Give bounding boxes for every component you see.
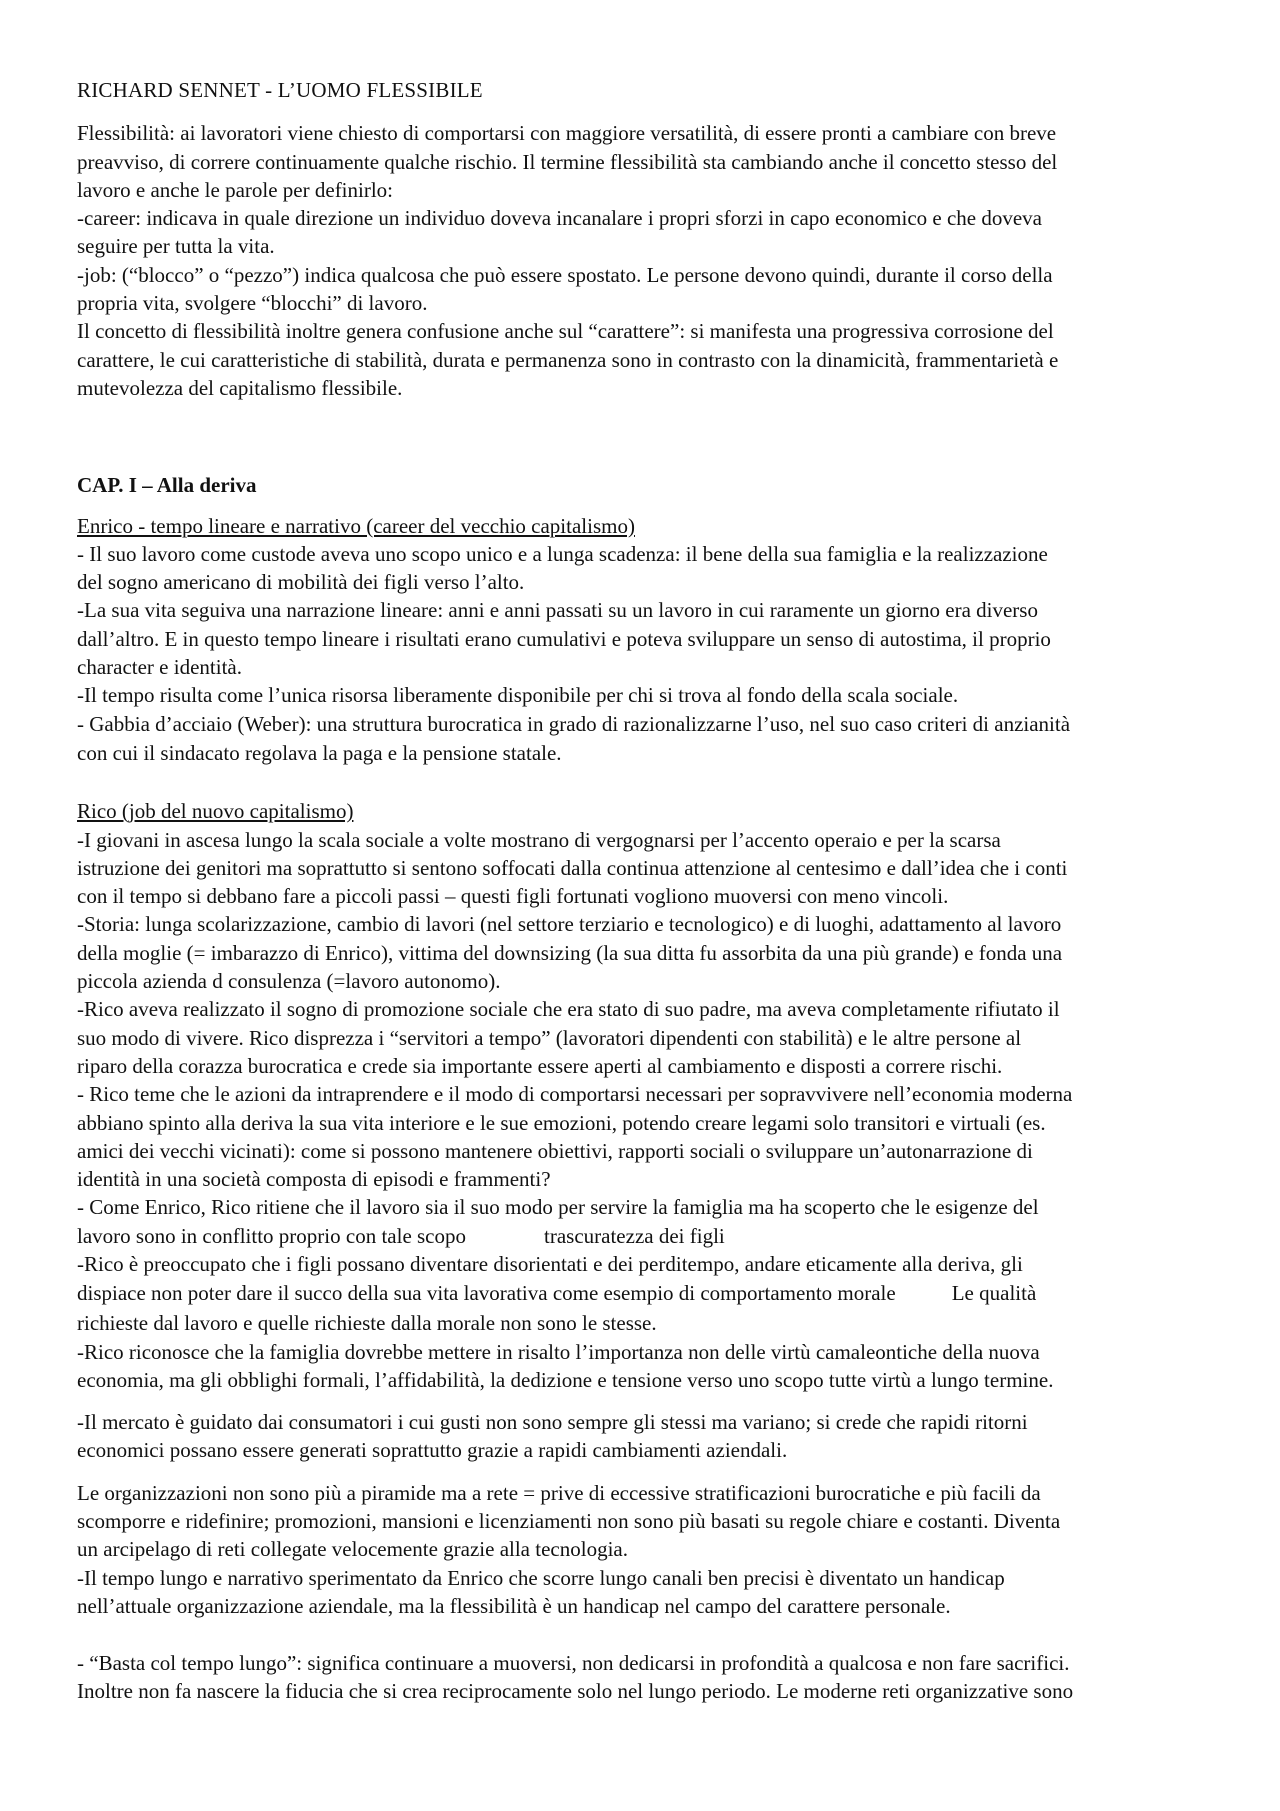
text-line: -Il tempo risulta come l’unica risorsa liberamente disponibile per chi si trova al fondo della scala sociale. xyxy=(77,683,959,708)
morale-text: dispiace non poter dare il succo della sua vita lavorativa come esempio di comportamento morale xyxy=(77,1281,896,1306)
long-time-paragraph xyxy=(77,1649,1212,1706)
text-line: -Rico è preoccupato che i figli possano diventare disorientati e dei perditempo, andare eticamente alla deriva, gli xyxy=(77,1251,1023,1276)
spacer xyxy=(77,1620,1212,1648)
chapter-heading: CAP. I – Alla deriva xyxy=(77,473,257,498)
text-line: piccola azienda d consulenza (=lavoro autonomo). xyxy=(77,969,501,994)
text-line: amici dei vecchi vicinati): come si possono mantenere obiettivi, rapporti sociali o sviluppare un’autonarrazione di xyxy=(77,1138,1033,1163)
market-paragraph xyxy=(77,1408,1212,1465)
text-line: identità in una società composta di episodi e frammenti? xyxy=(77,1167,551,1192)
morale-result: Le qualità xyxy=(951,1281,1037,1306)
text-line: scomporre e ridefinire; promozioni, mansioni e licenziamenti non sono più basati su regole chiare e costanti. Diventa xyxy=(77,1509,1061,1534)
text-line: lavoro e anche le parole per definirlo: xyxy=(77,177,394,202)
text-line: richieste dal lavoro e quelle richieste dalla morale non sono le stesse. xyxy=(77,1311,657,1336)
text-line: nell’attuale organizzazione aziendale, ma la flessibilità è un handicap nel campo del carattere personale. xyxy=(77,1593,951,1618)
intro-paragraph xyxy=(77,119,1212,402)
text-line: -career: indicava in quale direzione un individuo doveva incanalare i propri sforzi in capo economico e che doveva xyxy=(77,206,1043,231)
rico-section xyxy=(77,797,1212,1394)
spacer xyxy=(77,1465,1212,1479)
text-line: con il tempo si debbano fare a piccoli passi – questi figli fortunati vogliono muoversi con meno vincoli. xyxy=(77,884,949,909)
text-line: suo modo di vivere. Rico disprezza i “servitori a tempo” (lavoratori dipendenti con stabilità) e le altre persone al xyxy=(77,1025,1022,1050)
document-title: RICHARD SENNET - L’UOMO FLESSIBILE xyxy=(77,78,483,102)
text-line: -Il mercato è guidato dai consumatori i cui gusti non sono sempre gli stessi ma variano; si crede che rapidi ritorni xyxy=(77,1410,1028,1435)
text-line: istruzione dei genitori ma soprattutto si sentono soffocati dalla continua attenzione al centesimo e dall’idea che i conti xyxy=(77,855,1068,880)
text-line: Flessibilità: ai lavoratori viene chiesto di comportarsi con maggiore versatilità, di essere pronti a cambiare con breve xyxy=(77,121,1057,146)
text-line: un arcipelago di reti collegate velocemente grazie alla tecnologia. xyxy=(77,1537,628,1562)
text-line: propria vita, svolgere “blocchi” di lavoro. xyxy=(77,291,428,316)
text-line: -Il tempo lungo e narrativo sperimentato da Enrico che scorre lungo canali ben precisi è diventato un handicap xyxy=(77,1565,1005,1590)
text-line: Inoltre non fa nascere la fiducia che si crea reciprocamente solo nel lungo periodo. Le moderne reti organizzative sono xyxy=(77,1678,1074,1703)
text-line: carattere, le cui caratteristiche di stabilità, durata e permanenza sono in contrasto con la dinamicità, frammentarietà e xyxy=(77,347,1059,372)
text-line: economici possano essere generati soprattutto grazie a rapidi cambiamenti aziendali. xyxy=(77,1438,788,1463)
text-line: -Rico aveva realizzato il sogno di promozione sociale che era stato di suo padre, ma aveva completamente rifiutato il xyxy=(77,997,1060,1022)
text-line: abbiano spinto alla deriva la sua vita interiore e le sue emozioni, potendo creare legami solo transitori e virtuali (es. xyxy=(77,1110,1046,1135)
rico-heading: Rico (job del nuovo capitalismo) xyxy=(77,799,354,824)
text-line: character e identità. xyxy=(77,655,242,680)
conflict-text: lavoro sono in conflitto proprio con tale scopo xyxy=(77,1223,467,1248)
text-line: con cui il sindacato regolava la paga e la pensione statale. xyxy=(77,740,562,765)
text-line: -I giovani in ascesa lungo la scala sociale a volte mostrano di vergognarsi per l’accento operaio e per la scarsa xyxy=(77,827,1001,852)
text-line: seguire per tutta la vita. xyxy=(77,234,275,259)
text-line: riparo della corazza burocratica e crede sia importante essere aperti al cambiamento e disposti a correre rischi. xyxy=(77,1053,1003,1078)
text-line: economia, ma gli obblighi formali, l’affidabilità, la dedizione e tensione verso uno scopo tutte virtù a lungo termine. xyxy=(77,1367,1054,1392)
text-line: -job: (“blocco” o “pezzo”) indica qualcosa che può essere spostato. Le persone devono quindi, durante il corso della xyxy=(77,262,1053,287)
text-line xyxy=(77,1222,1212,1250)
text-line: - Gabbia d’acciaio (Weber): una struttura burocratica in grado di razionalizzarne l’uso, nel suo caso criteri di anzianità xyxy=(77,711,1071,736)
spacer xyxy=(77,1394,1212,1408)
text-line: -Storia: lunga scolarizzazione, cambio di lavori (nel settore terziario e tecnologico) e di luoghi, adattamento al lavoro xyxy=(77,912,1062,937)
organizations-paragraph xyxy=(77,1479,1212,1620)
enrico-heading: Enrico - tempo lineare e narrativo (career del vecchio capitalismo) xyxy=(77,513,635,538)
text-line: Le organizzazioni non sono più a piramide ma a rete = prive di eccessive stratificazioni burocratiche e più facili da xyxy=(77,1480,1041,1505)
text-line: - Rico teme che le azioni da intraprendere e il modo di comportarsi necessari per sopravvivere nell’economia moderna xyxy=(77,1082,1073,1107)
text-line: - Il suo lavoro come custode aveva uno scopo unico e a lunga scadenza: il bene della sua famiglia e la realizzazione xyxy=(77,541,1048,566)
spacer xyxy=(77,769,1212,797)
spacer xyxy=(77,402,1212,471)
text-line: dall’altro. E in questo tempo lineare i risultati erano cumulativi e poteva sviluppare un senso di autostima, il proprio xyxy=(77,626,1051,651)
text-line: -Rico riconosce che la famiglia dovrebbe mettere in risalto l’importanza non delle virtù camaleontiche della nuova xyxy=(77,1339,1040,1364)
text-line: - “Basta col tempo lungo”: significa continuare a muoversi, non dedicarsi in profondità a qualcosa e non fare sacrifici. xyxy=(77,1650,1070,1675)
text-line: del sogno americano di mobilità dei figli verso l’alto. xyxy=(77,570,525,595)
text-line: - Come Enrico, Rico ritiene che il lavoro sia il suo modo per servire la famiglia ma ha scoperto che le esigenze del xyxy=(77,1195,1039,1220)
text-line: Il concetto di flessibilità inoltre genera confusione anche sul “carattere”: si manifesta una progressiva corrosione del xyxy=(77,319,1054,344)
text-line: della moglie (= imbarazzo di Enrico), vittima del downsizing (la sua ditta fu assorbita da una più grande) e fonda una xyxy=(77,940,1063,965)
text-line: mutevolezza del capitalismo flessibile. xyxy=(77,375,403,400)
enrico-section xyxy=(77,512,1212,769)
text-line xyxy=(77,1278,1212,1309)
conflict-result: trascuratezza dei figli xyxy=(544,1223,725,1248)
text-line: preavviso, di correre continuamente qualche rischio. Il termine flessibilità sta cambiando anche il concetto stesso del xyxy=(77,149,1058,174)
text-line: -La sua vita seguiva una narrazione lineare: anni e anni passati su un lavoro in cui raramente un giorno era diverso xyxy=(77,598,1038,623)
